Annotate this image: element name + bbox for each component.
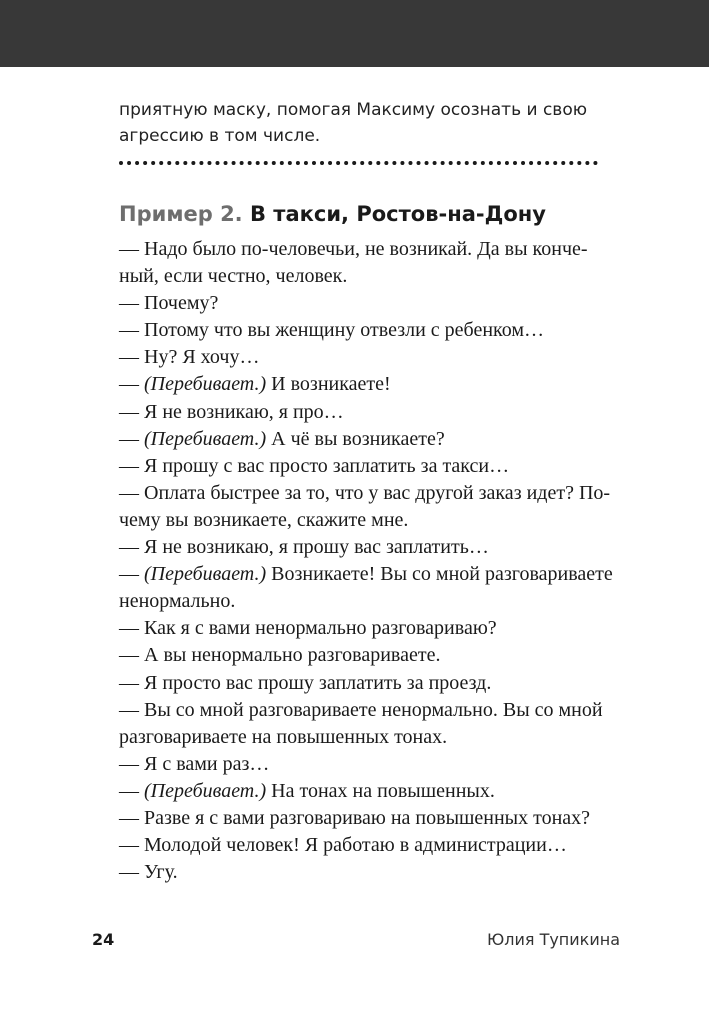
dialogue-text: — А вы ненормально разговариваете. [119,644,441,667]
dialogue-text: Возникаете! Вы со мной разговариваете [266,563,613,586]
dialogue-text: — Молодой человек! Я работаю в администрации… [119,834,567,857]
dialogue-line [119,453,629,480]
stage-direction: (Перебивает.) [144,427,267,450]
top-bar [0,0,709,67]
dialogue-line [119,832,629,859]
dialogue-text: — Надо было по-человечьи, не возникай. Да вы конче- [119,238,588,260]
dialogue-text: — Я не возникаю, я прошу вас заплатить… [119,536,489,559]
dialogue-line [119,426,629,453]
dialogue-line [119,724,629,751]
dialogue-line [119,399,629,426]
dialogue-text: — Почему? [119,292,219,315]
dialogue-text: — Я просто вас прошу заплатить за проезд. [119,671,492,694]
stage-direction: (Перебивает.) [144,563,267,586]
page-number: 24 [92,930,115,949]
dialogue-line [119,534,629,561]
dialogue-line [119,236,629,263]
dialogue-dash: — [119,779,144,802]
intro-line: агрессию в том числе. [119,126,321,146]
section-title: В такси, Ростов-на-Дону [249,202,546,226]
dialogue-text: — Ну? Я хочу… [119,346,260,369]
dialogue-text: чему вы возникаете, скажите мне. [119,508,409,531]
dialogue-text: И возникаете! [266,373,391,396]
dialogue-line [119,615,629,642]
section-heading [119,198,546,230]
dialogue-text: — Вы со мной разговариваете ненормально. Вы со мной [119,698,603,721]
dialogue [119,236,629,886]
dialogue-text: ный, если честно, человек. [119,265,348,288]
intro-line: приятную маску, помогая Максиму осознать и свою [119,100,588,120]
dialogue-text: — Оплата быстрее за то, что у вас другой заказ идет? По- [119,481,611,504]
dialogue-line [119,561,629,588]
dialogue-line [119,778,629,805]
dialogue-line [119,290,629,317]
stage-direction: (Перебивает.) [144,779,267,802]
stage-direction: (Перебивает.) [144,373,267,396]
dialogue-line [119,670,629,697]
dialogue-line [119,805,629,832]
dialogue-line [119,344,629,371]
dialogue-line [119,507,629,534]
dialogue-line [119,697,629,724]
dialogue-dash: — [119,563,144,586]
dialogue-line [119,263,629,290]
dialogue-line [119,588,629,615]
dialogue-text: — Я с вами раз… [119,752,270,775]
dialogue-line [119,859,629,886]
intro-paragraph [119,97,619,149]
dialogue-line [119,371,629,398]
dialogue-line [119,751,629,778]
dialogue-text: — Потому что вы женщину отвезли с ребенком… [119,319,545,342]
dialogue-text: — Как я с вами ненормально разговариваю? [119,617,497,640]
dialogue-dash: — [119,373,144,396]
dialogue-line [119,642,629,669]
dialogue-dash: — [119,427,144,450]
dialogue-line [119,317,629,344]
section-label: Пример 2. [119,202,243,226]
dialogue-text: На тонах на повышенных. [266,779,495,802]
dialogue-text: ненормально. [119,590,236,613]
dialogue-text: — Я не возникаю, я про… [119,400,344,423]
dialogue-text: — Я прошу с вас просто заплатить за такси… [119,454,510,477]
dialogue-text: — Угу. [119,861,178,884]
dialogue-text: А чё вы возникаете? [266,427,445,450]
dotted-divider [119,161,598,165]
running-head-author: Юлия Тупикина [486,930,620,949]
dialogue-text: — Разве я с вами разговариваю на повышенных тонах? [119,806,591,829]
dialogue-line [119,480,629,507]
dialogue-text: разговариваете на повышенных тонах. [119,725,448,748]
